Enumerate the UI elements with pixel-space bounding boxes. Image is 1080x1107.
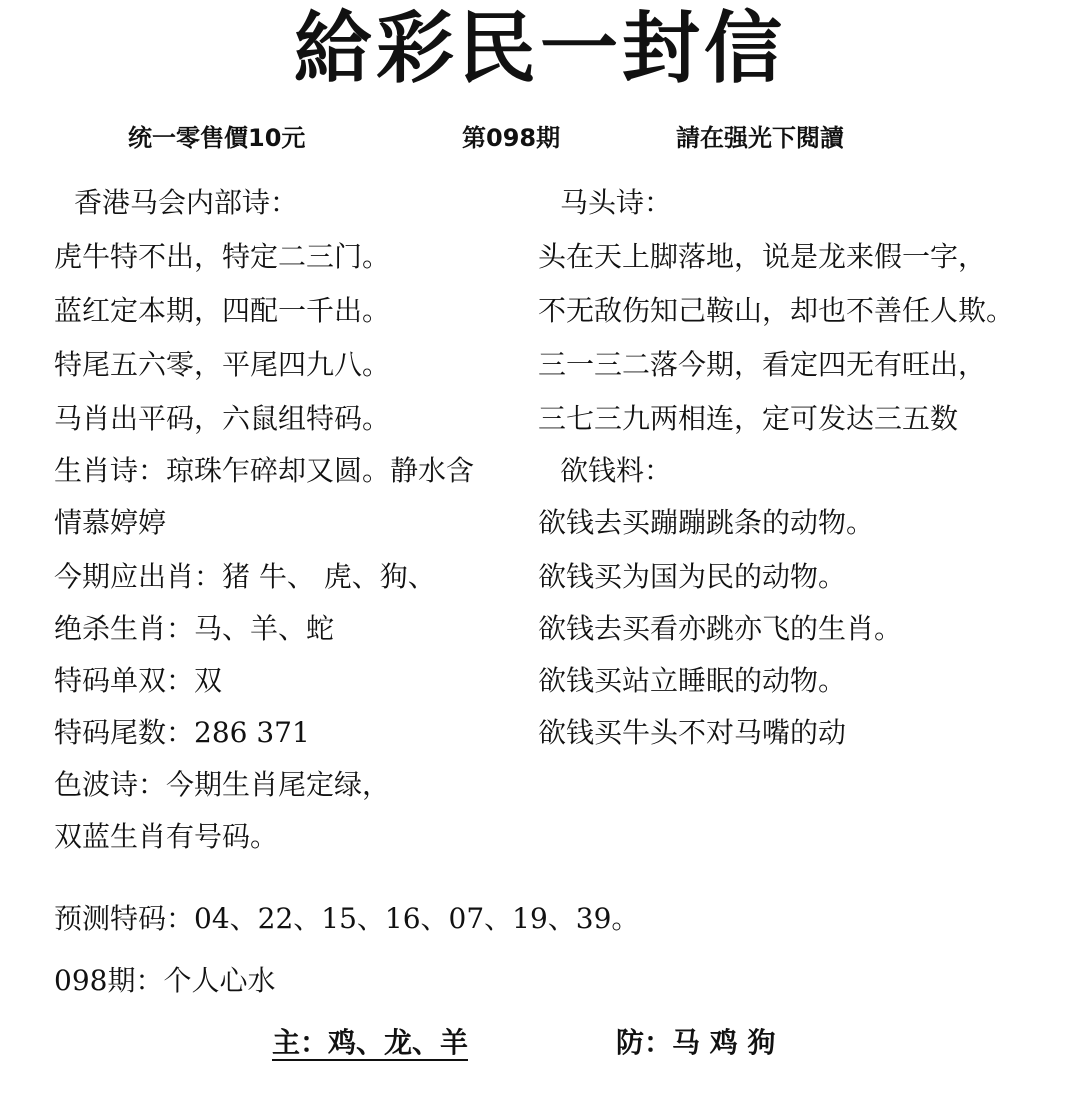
odd-even: 特码单双：双	[54, 664, 223, 697]
kill-zodiac: 绝杀生肖：马、羊、蛇	[54, 612, 335, 645]
money-line: 欲钱去买蹦蹦跳条的动物。	[538, 506, 875, 539]
guard-picks: 防：马 鸡 狗	[616, 1026, 776, 1059]
money-line: 欲钱去买看亦跳亦飞的生肖。	[538, 612, 903, 645]
hk-poem-line: 特尾五六零，平尾四九八。	[54, 348, 391, 381]
this-issue-zodiac: 今期应出肖：猪 牛、 虎、狗、	[54, 560, 436, 593]
horse-poem-line: 三七三九两相连，定可发达三五数	[538, 402, 959, 435]
money-title: 欲钱料：	[560, 454, 673, 487]
money-line: 欲钱买为国为民的动物。	[538, 560, 847, 593]
color-poem: 色波诗：今期生肖尾定绿，	[54, 768, 391, 801]
horse-poem-title: 马头诗：	[560, 186, 673, 219]
zodiac-poem: 生肖诗：琼珠乍碎却又圆。静水含	[54, 454, 475, 487]
issue-number: 第098期	[462, 124, 561, 152]
hk-poem-line: 蓝红定本期，四配一千出。	[54, 294, 391, 327]
zodiac-poem-cont: 情慕婷婷	[54, 506, 167, 539]
main-picks	[272, 1026, 468, 1060]
issue-note: 098期：个人心水	[54, 964, 276, 997]
horse-poem-line: 不无敌伤知己鞍山，却也不善任人欺。	[538, 294, 1015, 327]
main-picks-text: 主：鸡、龙、羊	[272, 1026, 469, 1059]
horse-poem-line: 三一三二落今期，看定四无有旺出，	[538, 348, 987, 381]
tail-numbers: 特码尾数：286 371	[54, 716, 310, 749]
horse-poem-line: 头在天上脚落地，说是龙来假一字，	[538, 240, 987, 273]
predicted-numbers: 预测特码：04、22、15、16、07、19、39。	[54, 902, 640, 935]
money-line: 欲钱买牛头不对马嘴的动	[538, 716, 847, 749]
page-title: 給彩民一封信	[293, 4, 786, 94]
reading-notice: 請在强光下閱讀	[676, 124, 844, 152]
hk-poem-line: 马肖出平码，六鼠组特码。	[54, 402, 391, 435]
color-poem-cont: 双蓝生肖有号码。	[54, 820, 279, 853]
hk-poem-line: 虎牛特不出，特定二三门。	[54, 240, 391, 273]
hk-poem-title: 香港马会内部诗：	[74, 186, 299, 219]
money-line: 欲钱买站立睡眠的动物。	[538, 664, 847, 697]
price-label: 统一零售價10元	[128, 124, 306, 152]
